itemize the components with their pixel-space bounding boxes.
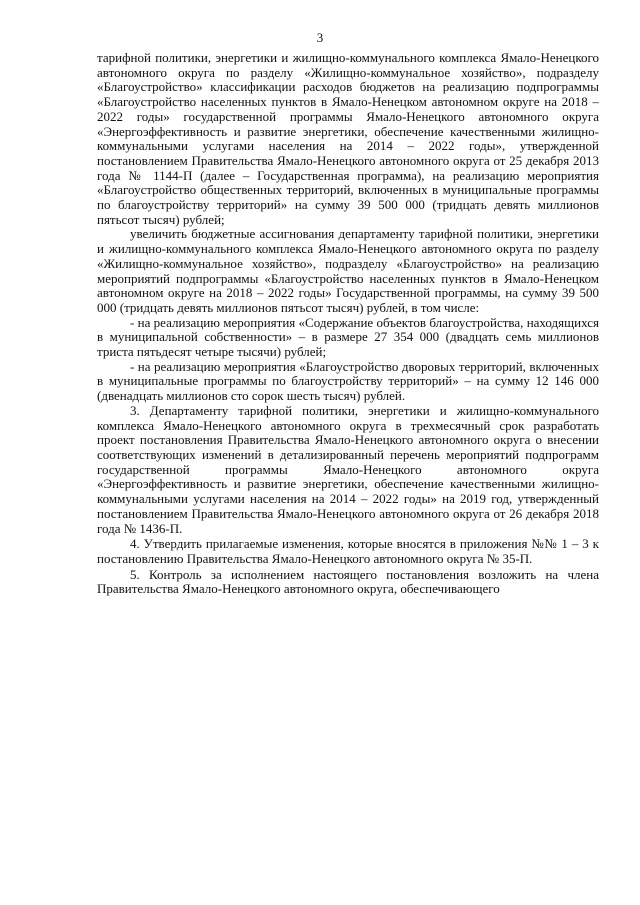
paragraph-item-yard-territories: - на реализацию мероприятия «Благоустройство дворовых территорий, включенных в муниципальные программы по благоустройству территорий» – на сумму 12 146 000 (двенадцать миллионов сто сорок шесть тысяч) рублей. <box>97 358 599 404</box>
paragraph-clause-3: 3. Департаменту тарифной политики, энергетики и жилищно-коммунального комплекса Ямало-Ненецкого автономного округа в трехмесячный срок разработать проект постановления Правительства Ямало-Ненецкого автономного округа о внесении соответствующих изменений в детализированный перечень мероприятий подпрограмм государственной программы Ямало-Ненецкого автономного округа «Энергоэффективность и развитие энергетики, обеспечение качественными жилищно-коммунальными услугами населения на 2014 – 2022 годы» на 2019 год, утвержденный постановлением Правительства Ямало-Ненецкого автономного округа от 26 декабря 2018 года № 1436-П. <box>97 402 599 536</box>
paragraph-continuation: тарифной политики, энергетики и жилищно-коммунального комплекса Ямало-Ненецкого автономного округа по разделу «Жилищно-коммунальное хозяйство», подразделу «Благоустройство» классификации расходов бюджетов на реализацию подпрограммы «Благоустройство населенных пунктов в Ямало-Ненецком автономном округе на 2018 – 2022 годы» государственной программы Ямало-Ненецкого автономного округа «Энергоэффективность и развитие энергетики, обеспечение качественными жилищно-коммунальными услугами населения на 2014 – 2022 годы», утвержденной постановлением Правительства Ямало-Ненецкого автономного округа от 25 декабря 2013 года № 1144-П (далее – Государственная программа), на реализацию мероприятия «Благоустройство общественных территорий, включенных в муниципальные программы по благоустройству территорий» на сумму 39 500 000 (тридцать девять миллионов пятьсот тысяч) рублей; <box>97 50 599 227</box>
page-number: 3 <box>316 30 324 45</box>
paragraph-increase-allocations: увеличить бюджетные ассигнования департаменту тарифной политики, энергетики и жилищно-коммунального комплекса Ямало-Ненецкого автономного округа по разделу «Жилищно-коммунальное хозяйство», подразделу «Благоустройство» на реализацию мероприятий подпрограммы «Благоустройство населенных пунктов в Ямало-Ненецком автономном округе на 2018 – 2022 годы» Государственной программы, на сумму 39 500 000 (тридцать девять миллионов пятьсот тысяч) рублей, в том числе: <box>97 226 599 315</box>
paragraph-clause-4: 4. Утвердить прилагаемые изменения, которые вносятся в приложения №№ 1 – 3 к постановлению Правительства Ямало-Ненецкого автономного округа № 35-П. <box>97 536 599 566</box>
document-body <box>97 51 599 597</box>
paragraph-clause-5: 5. Контроль за исполнением настоящего постановления возложить на члена Правительства Ямало-Ненецкого автономного округа, обеспечивающего <box>97 566 599 597</box>
paragraph-item-maintenance: - на реализацию мероприятия «Содержание объектов благоустройства, находящихся в муниципальной собственности» – в размере 27 354 000 (двадцать семь миллионов триста пятьдесят четыре тысячи) рублей; <box>97 314 599 360</box>
